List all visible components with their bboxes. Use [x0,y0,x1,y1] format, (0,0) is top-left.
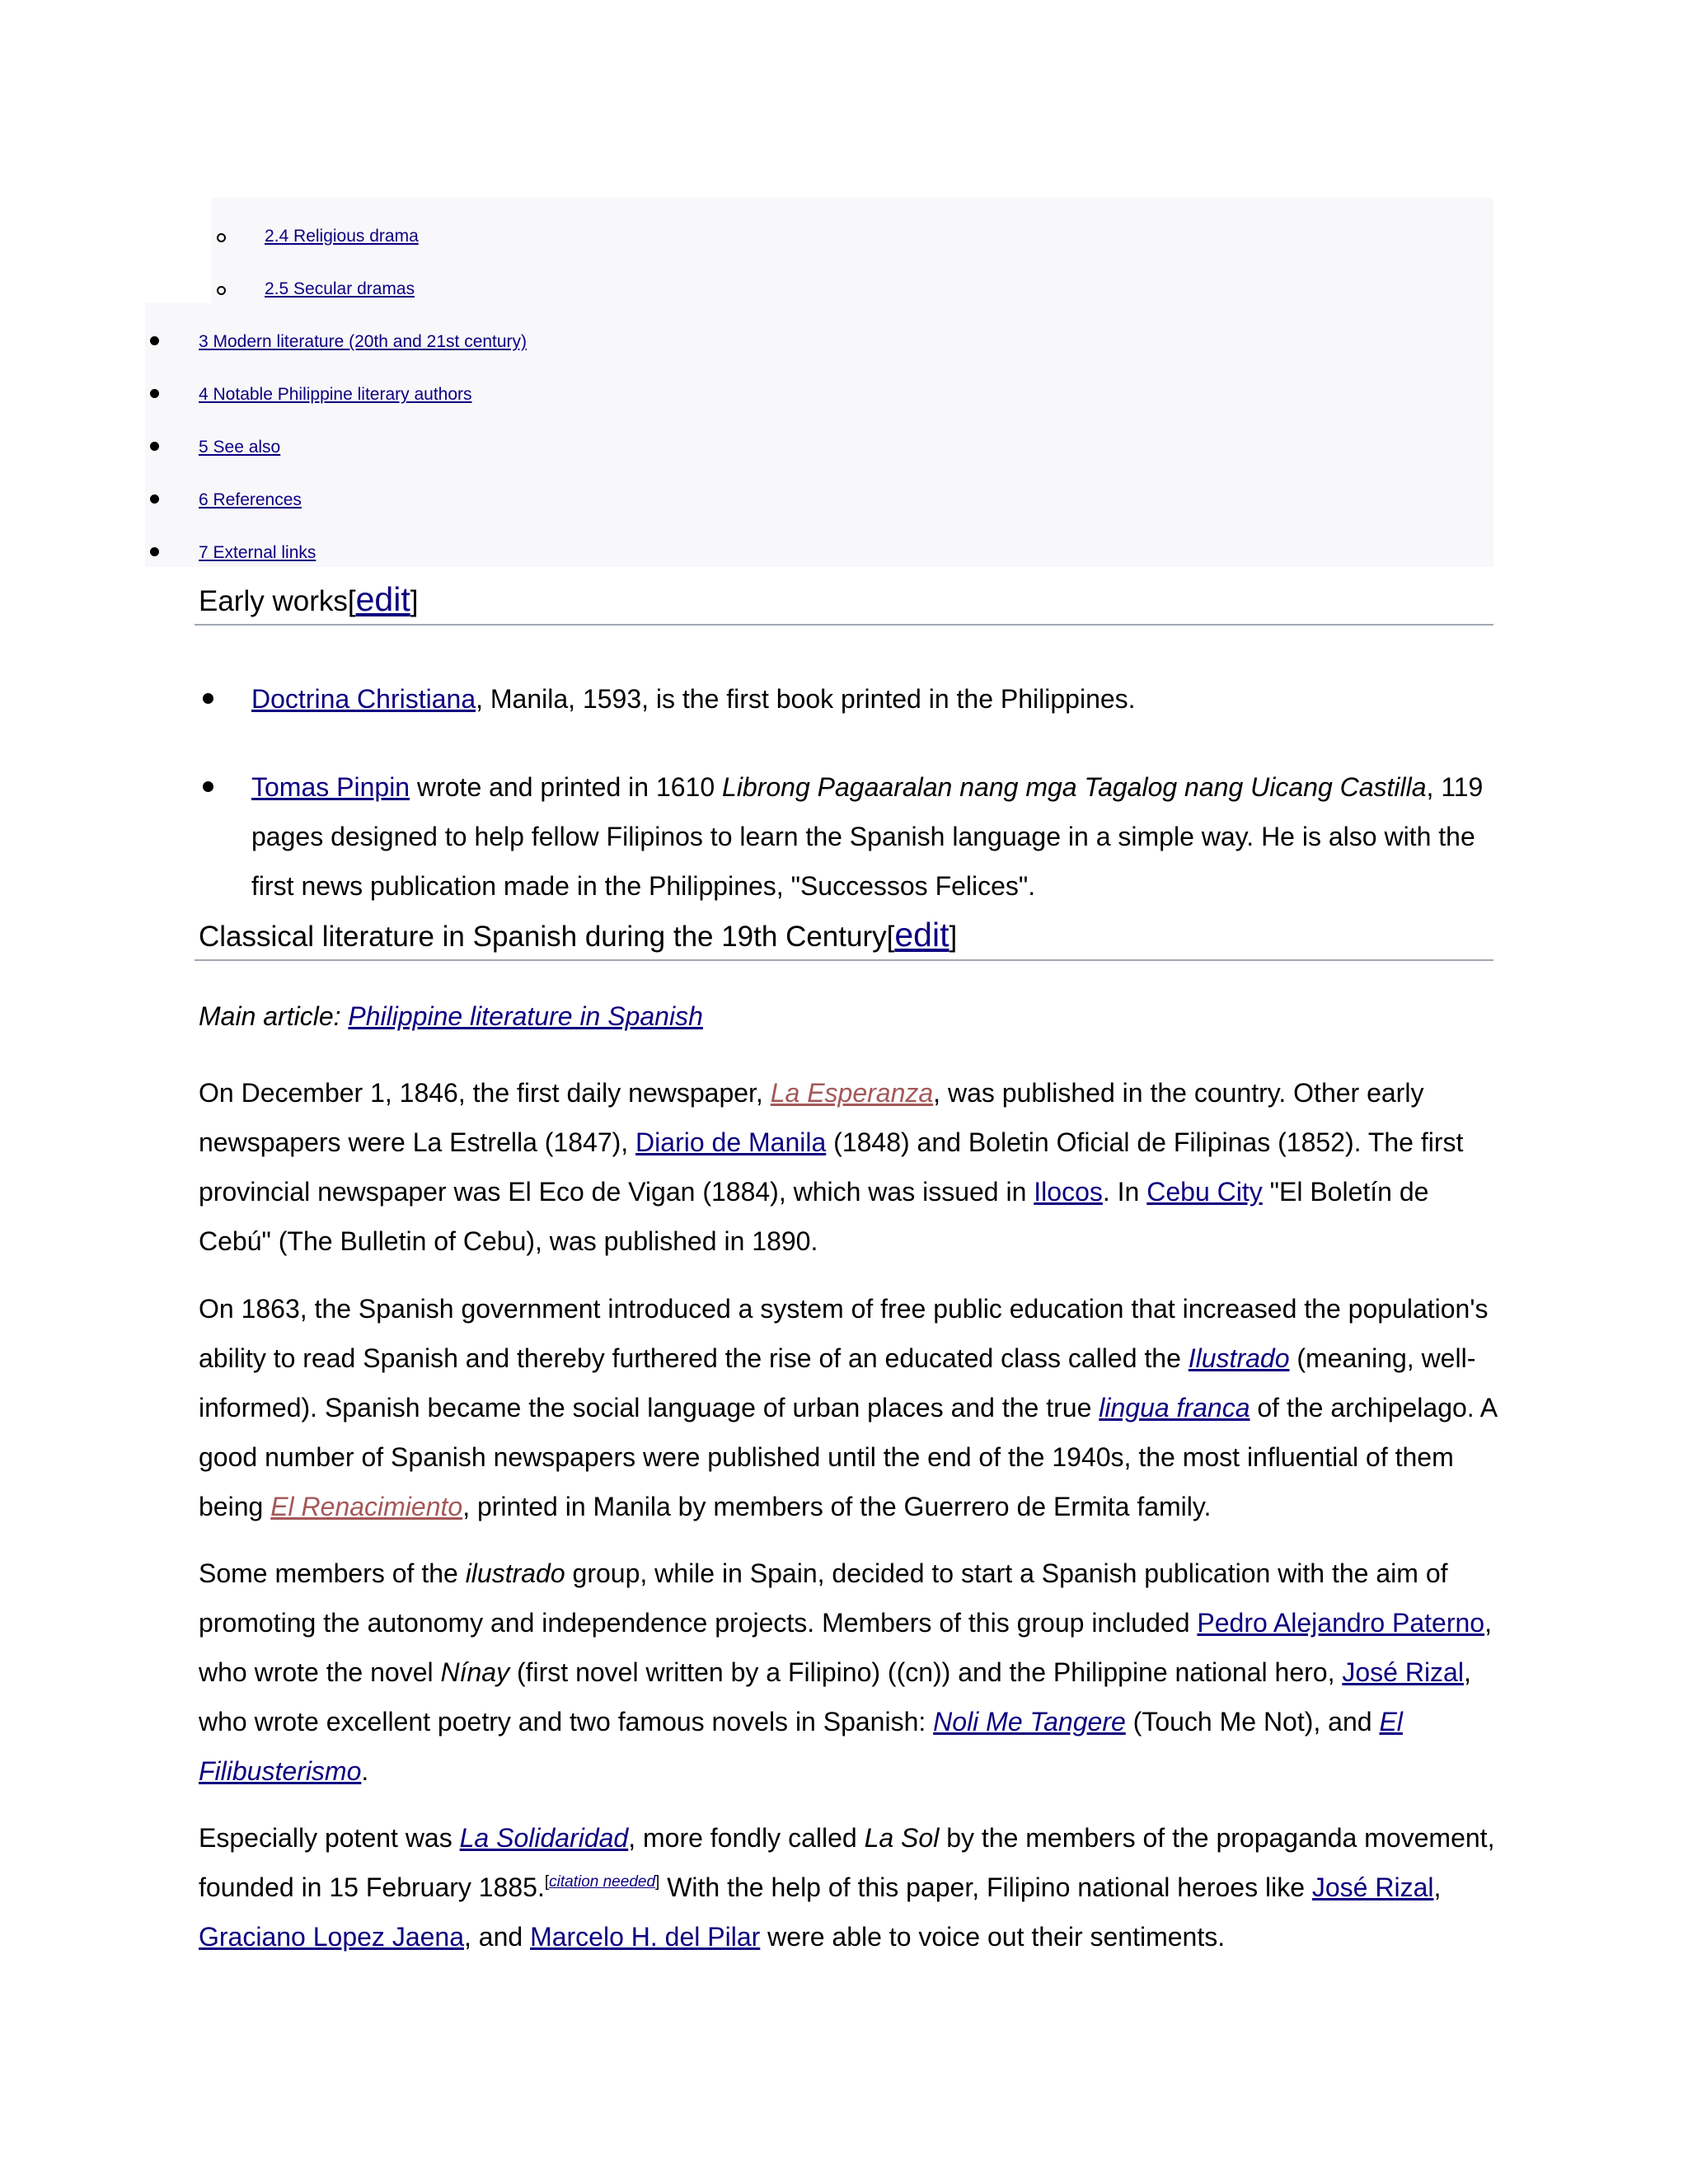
toc-item-secular-dramas[interactable]: 2.5 Secular dramas [265,279,415,298]
heading-rule [195,624,1493,626]
el-filibusterismo-link[interactable]: El Filibusterismo [199,1707,1403,1786]
novel-title: Nínay [440,1657,510,1687]
lingua-franca-link[interactable]: lingua franca [1099,1393,1250,1422]
paragraph-education [199,1284,1498,1531]
paragraph-la-solidaridad [199,1813,1498,1961]
para-text: , was published in the country. Other early newspapers were La Estrella (1847), [199,1078,1424,1157]
para-text: , who wrote the novel [199,1608,1492,1687]
list-item-text: wrote and printed in 1610 [410,772,723,802]
edit-link[interactable]: edit [355,580,410,618]
edit-bracket: ] [410,585,419,617]
edit-bracket: ] [949,921,958,953]
para-text: group, while in Spain, decided to start a Spanish publication with the aim of promoting the autonomy and independence projects. Members of this group included [199,1558,1448,1638]
main-article-prefix: Main article: [199,1001,349,1031]
para-text: (1848) and Boletin Oficial de Filipinas (1852). The first provincial newspaper was El Eco de Vigan (1884), which was issued in [199,1127,1464,1207]
diario-de-manila-link[interactable]: Diario de Manila [635,1127,827,1157]
main-article-note [199,991,1498,1041]
ilustrado-link[interactable]: Ilustrado [1188,1343,1290,1373]
section-title: Early works [199,585,348,617]
para-text: On December 1, 1846, the first daily newspaper, [199,1078,771,1108]
la-solidaridad-link[interactable]: La Solidaridad [459,1823,629,1853]
paragraph-ilustrado [199,1549,1498,1796]
toc-item-external-links[interactable]: 7 External links [199,543,316,562]
toc-circle-bullet-icon [217,286,226,295]
para-text: , who wrote excellent poetry and two famous novels in Spanish: [199,1657,1471,1736]
toc-bullet-icon [150,389,159,398]
doctrina-christiana-link[interactable]: Doctrina Christiana [251,684,476,714]
para-text: , more fondly called [628,1823,865,1853]
paragraph-newspapers [199,1068,1498,1266]
section-title: Classical literature in Spanish during the 19th Century [199,921,887,953]
citation-needed: [citation needed] [544,1873,660,1891]
toc-item-modern-literature[interactable]: 3 Modern literature (20th and 21st century) [199,332,528,351]
section-heading-early-works [199,581,418,620]
edit-link[interactable]: edit [894,916,950,954]
para-text: (meaning, well-informed). Spanish became the social language of urban places and the true [199,1343,1476,1422]
para-text: (first novel written by a Filipino) ((cn)) and the Philippine national hero, [509,1657,1343,1687]
el-renacimiento-link[interactable]: El Renacimiento [270,1492,463,1521]
marcelo-del-pilar-link[interactable]: Marcelo H. del Pilar [530,1922,761,1952]
list-item-pinpin [251,762,1496,911]
book-title: Librong Pagaaralan nang mga Tagalog nang Uicang Castilla [722,772,1427,802]
edit-bracket: [ [347,585,356,617]
toc-item-see-also[interactable]: 5 See also [199,438,281,457]
list-item-doctrina [251,674,1496,724]
cebu-city-link[interactable]: Cebu City [1146,1177,1263,1207]
section-heading-classical-literature [199,916,957,955]
para-text: (Touch Me Not), and [1125,1707,1380,1736]
noli-me-tangere-link[interactable]: Noli Me Tangere [933,1707,1126,1736]
toc-bullet-icon [150,442,159,451]
toc-bullet-icon [150,494,159,504]
list-item-text: , Manila, 1593, is the first book printed in the Philippines. [476,684,1136,714]
toc-bullet-icon [150,547,159,556]
toc-bullet-icon [150,336,159,345]
toc-item-religious-drama[interactable]: 2.4 Religious drama [265,227,419,246]
toc-item-notable-authors[interactable]: 4 Notable Philippine literary authors [199,385,472,404]
para-text: by the members of the propaganda movement, founded in 15 February 1885. [199,1823,1495,1902]
para-text: were able to voice out their sentiments. [760,1922,1226,1952]
para-text: , printed in Manila by members of the Guerrero de Ermita family. [462,1492,1212,1521]
edit-bracket: [ [886,921,895,953]
para-text: , and [464,1922,531,1952]
para-text: With the help of this paper, Filipino national heroes like [659,1872,1312,1902]
list-bullet-icon [203,781,213,792]
ilocos-link[interactable]: Ilocos [1034,1177,1103,1207]
jose-rizal-link[interactable]: José Rizal [1342,1657,1464,1687]
list-item-text: , 119 pages designed to help fellow Filipinos to learn the Spanish language in a simple way. He is also with the first news publication made in the Philippines, "Successos Felices". [251,772,1484,901]
para-text: Especially potent was [199,1823,460,1853]
para-text: . In [1102,1177,1147,1207]
para-text: . [361,1756,369,1786]
toc-circle-bullet-icon [217,233,226,242]
tomas-pinpin-link[interactable]: Tomas Pinpin [251,772,410,802]
para-text: "El Boletín de Cebú" (The Bulletin of Cebu), was published in 1890. [199,1177,1429,1256]
italic-term: ilustrado [465,1558,565,1588]
graciano-lopez-jaena-link[interactable]: Graciano Lopez Jaena [199,1922,464,1952]
para-text: On 1863, the Spanish government introduced a system of free public education that increased the population's ability to read Spanish and thereby furthered the rise of an educated class called the [199,1294,1489,1373]
italic-term: La Sol [864,1823,940,1853]
main-article-link[interactable]: Philippine literature in Spanish [348,1001,703,1031]
list-bullet-icon [203,693,213,704]
para-text: Some members of the [199,1558,466,1588]
heading-rule [195,959,1493,961]
para-text: , [1433,1872,1442,1902]
para-text: of the archipelago. A good number of Spanish newspapers were published until the end of the 1940s, the most influential of them being [199,1393,1497,1521]
la-esperanza-link[interactable]: La Esperanza [770,1078,934,1108]
jose-rizal-link[interactable]: José Rizal [1311,1872,1434,1902]
pedro-paterno-link[interactable]: Pedro Alejandro Paterno [1197,1608,1485,1638]
citation-needed-link[interactable]: citation needed [549,1873,656,1891]
toc-item-references[interactable]: 6 References [199,490,302,509]
